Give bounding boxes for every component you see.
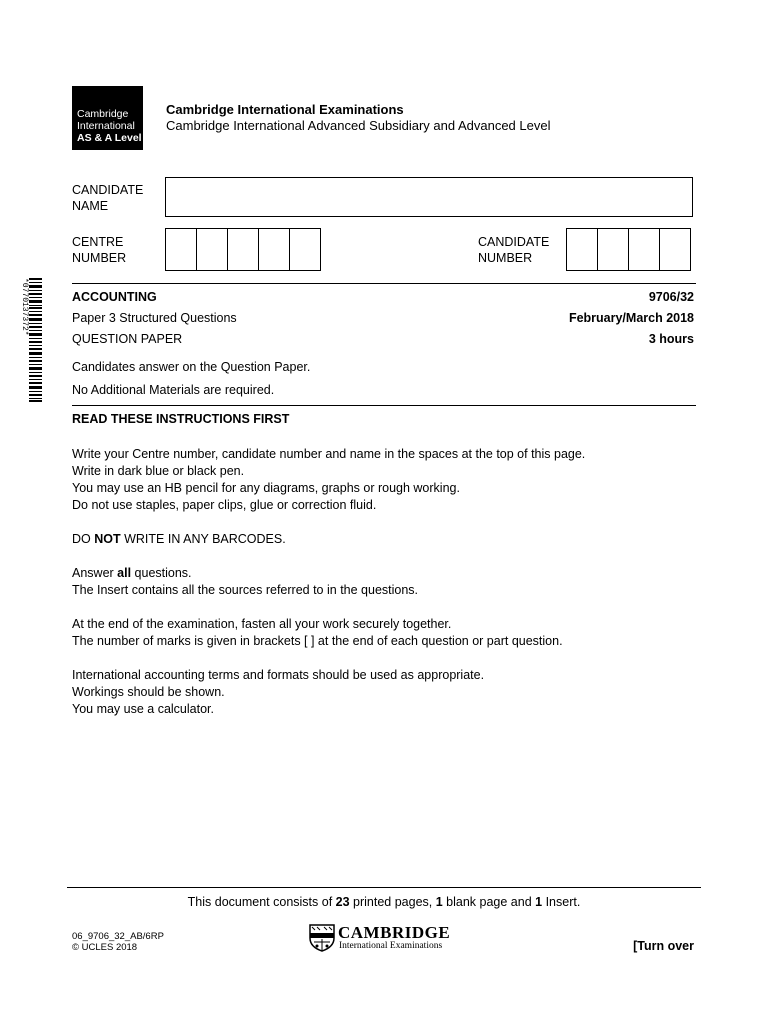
instruction-line: The Insert contains all the sources referred to in the questions. xyxy=(72,583,419,597)
instruction-line: Write in dark blue or black pen. xyxy=(72,464,245,478)
turn-over-note: [Turn over xyxy=(633,939,694,953)
candidate-name-label-line-1: CANDIDATE xyxy=(72,183,144,197)
insert-count: 1 xyxy=(535,895,543,909)
blank-page-count: 1 xyxy=(435,895,443,909)
document-reference: 06_9706_32_AB/6RP xyxy=(72,931,164,942)
candidate-number-label-line-1: CANDIDATE xyxy=(478,235,550,249)
exam-duration: 3 hours xyxy=(648,332,694,346)
instruction-line: Workings should be shown. xyxy=(72,685,225,699)
logo-line-2: International xyxy=(77,120,135,132)
page-count: 23 xyxy=(335,895,350,909)
instruction-text: Answer xyxy=(72,566,118,580)
answer-note: Candidates answer on the Question Paper. xyxy=(72,360,311,374)
instruction-emphasis: all xyxy=(117,566,132,580)
subject-title: ACCOUNTING xyxy=(72,290,157,304)
footer-text: Insert. xyxy=(542,895,581,909)
syllabus-code: 9706/32 xyxy=(648,290,694,304)
instructions-heading: READ THESE INSTRUCTIONS FIRST xyxy=(72,412,290,426)
cambridge-wordmark-subtitle: International Examinations xyxy=(339,941,443,951)
copyright: © UCLES 2018 xyxy=(72,942,138,953)
cambridge-shield-icon xyxy=(309,924,335,952)
instruction-line: At the end of the examination, fasten all your work securely together. xyxy=(72,617,452,631)
candidate-number-label-line-2: NUMBER xyxy=(478,251,533,265)
instruction-line xyxy=(72,531,712,548)
instruction-line: You may use an HB pencil for any diagrams, graphs or rough working. xyxy=(72,481,460,495)
instruction-text: questions. xyxy=(131,566,192,580)
instructions-body xyxy=(72,446,712,718)
candidate-number-digit-box[interactable] xyxy=(597,228,629,271)
paper-title: Paper 3 Structured Questions xyxy=(72,311,237,325)
paper-type: QUESTION PAPER xyxy=(72,332,183,346)
barcode xyxy=(29,278,42,402)
candidate-name-label xyxy=(72,182,143,214)
instructions-divider xyxy=(72,405,696,406)
centre-number-digit-box[interactable] xyxy=(227,228,259,271)
footer-text: blank page and xyxy=(442,895,536,909)
candidate-name-label-line-2: NAME xyxy=(72,199,109,213)
cambridge-as-a-level-logo xyxy=(72,86,143,150)
logo-line-1: Cambridge xyxy=(77,108,129,120)
logo-line-3: AS & A Level xyxy=(77,132,142,144)
footer-divider xyxy=(67,887,701,888)
centre-number-boxes xyxy=(165,228,321,271)
instruction-line: The number of marks is given in brackets [ ] at the end of each question or part question. xyxy=(72,634,563,648)
footer-text: printed pages, xyxy=(349,895,436,909)
candidate-number-boxes xyxy=(566,228,691,271)
candidate-number-label xyxy=(478,234,549,266)
candidate-number-digit-box[interactable] xyxy=(659,228,691,271)
materials-note: No Additional Materials are required. xyxy=(72,383,275,397)
cambridge-wordmark: CAMBRIDGE xyxy=(338,923,451,942)
centre-number-label xyxy=(72,234,126,266)
candidate-name-field[interactable] xyxy=(165,177,693,217)
instruction-line: Do not use staples, paper clips, glue or correction fluid. xyxy=(72,498,377,512)
centre-number-label-line-2: NUMBER xyxy=(72,251,127,265)
candidate-number-digit-box[interactable] xyxy=(628,228,660,271)
centre-number-label-line-1: CENTRE xyxy=(72,235,124,249)
centre-number-digit-box[interactable] xyxy=(289,228,321,271)
centre-number-digit-box[interactable] xyxy=(258,228,290,271)
barcode-number: *0770137372* xyxy=(20,278,29,336)
centre-number-digit-box[interactable] xyxy=(165,228,197,271)
instruction-emphasis: NOT xyxy=(94,532,121,546)
header-divider xyxy=(72,283,696,284)
footer-text: This document consists of xyxy=(187,895,336,909)
exam-session: February/March 2018 xyxy=(568,311,694,325)
instruction-text: WRITE IN ANY BARCODES. xyxy=(120,532,286,546)
document-page-count xyxy=(0,895,768,909)
centre-number-digit-box[interactable] xyxy=(196,228,228,271)
instruction-line xyxy=(72,565,712,582)
instruction-text: DO xyxy=(72,532,95,546)
footer-reference xyxy=(72,931,164,953)
exam-board-subtitle: Cambridge International Advanced Subsidiary and Advanced Level xyxy=(166,118,551,133)
instruction-line: Write your Centre number, candidate number and name in the spaces at the top of this page. xyxy=(72,447,586,461)
exam-board-title: Cambridge International Examinations xyxy=(166,102,404,117)
instruction-line: You may use a calculator. xyxy=(72,702,214,716)
candidate-number-digit-box[interactable] xyxy=(566,228,598,271)
instruction-line: International accounting terms and formats should be used as appropriate. xyxy=(72,668,485,682)
